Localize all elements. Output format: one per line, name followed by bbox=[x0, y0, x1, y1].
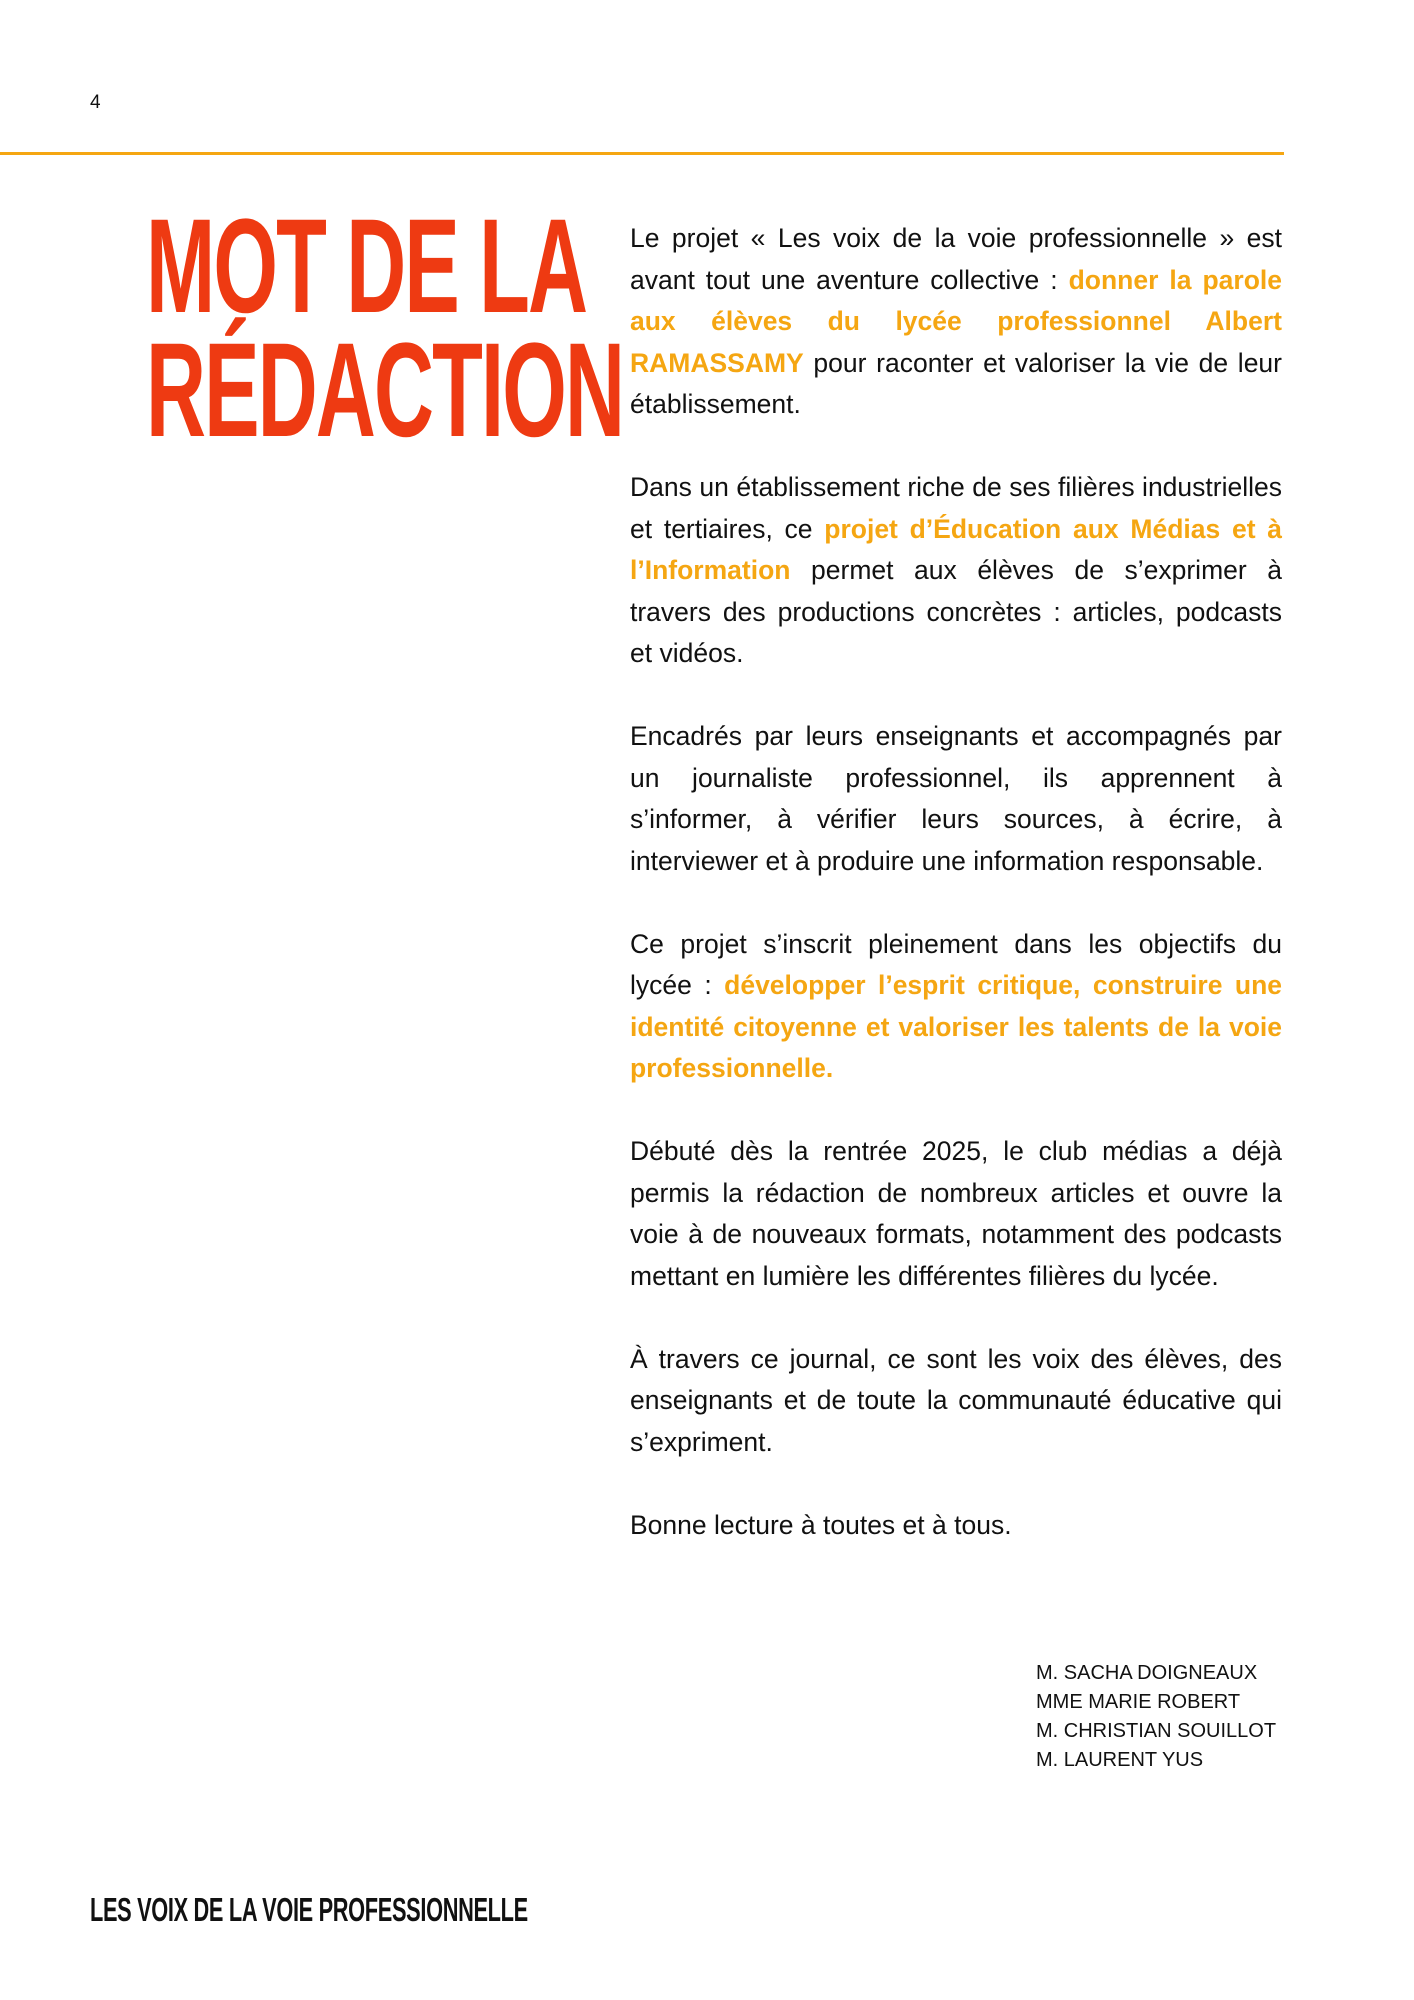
paragraph-2-text-a: Dans un établissement riche de ses filières industrielles et tertiaires, ce bbox=[630, 472, 1282, 544]
paragraph-4-highlight: développer l’esprit critique, construire une identité citoyenne et valoriser les talents de la voie professionnelle. bbox=[630, 970, 1282, 1083]
signature-name: M. CHRISTIAN SOUILLOT bbox=[1036, 1720, 1277, 1742]
page-title-line-2: RÉDACTION bbox=[146, 316, 624, 465]
paragraph-1-text-b: pour raconter et valoriser la vie de leur établissement. bbox=[630, 347, 1282, 419]
signature-block bbox=[1036, 1659, 1276, 1775]
page-number: 4 bbox=[90, 92, 101, 113]
signature-name: M. LAURENT YUS bbox=[1036, 1749, 1204, 1771]
footer-publication-title: LES VOIX DE LA VOIE PROFESSIONNELLE bbox=[90, 1891, 528, 1928]
paragraph-5: Débuté dès la rentrée 2025, le club médias a déjà permis la rédaction de nombreux articles et ouvre la voie à de nouveaux formats, notamment des podcasts mettant en lumière les différentes filières du lycée. bbox=[630, 1136, 1282, 1291]
paragraph-7: Bonne lecture à toutes et à tous. bbox=[630, 1509, 1012, 1540]
page-title-line-1: MOT DE LA bbox=[146, 192, 587, 341]
paragraph-2-highlight: projet d’Éducation aux Médias et à l’Information bbox=[630, 513, 1282, 585]
header-rule bbox=[0, 152, 1284, 155]
editorial-body bbox=[630, 218, 1282, 1588]
paragraph-4-text-a: Ce projet s’inscrit pleinement dans les objectifs du lycée : bbox=[630, 928, 1282, 1000]
paragraph-2-text-b: permet aux élèves de s’exprimer à travers des productions concrètes : articles, podcasts et vidéos. bbox=[630, 555, 1282, 668]
paragraph-6: À travers ce journal, ce sont les voix des élèves, des enseignants et de toute la communauté éducative qui s’expriment. bbox=[630, 1343, 1282, 1457]
signature-name: M. SACHA DOIGNEAUX bbox=[1036, 1662, 1258, 1684]
paragraph-1 bbox=[630, 218, 1282, 426]
page-title bbox=[146, 192, 624, 465]
signature-name: MME MARIE ROBERT bbox=[1036, 1691, 1241, 1713]
paragraph-3: Encadrés par leurs enseignants et accompagnés par un journaliste professionnel, ils apprennent à s’informer, à vérifier leurs sources, à écrire, à interviewer et à produire une information responsable. bbox=[630, 721, 1282, 876]
paragraph-1-highlight: donner la parole aux élèves du lycée professionnel Albert RAMASSAMY bbox=[630, 264, 1282, 378]
paragraph-2 bbox=[630, 467, 1282, 675]
paragraph-1-text-a: Le projet « Les voix de la voie professionnelle » est avant tout une aventure collective : bbox=[630, 223, 1282, 295]
paragraph-4 bbox=[630, 924, 1282, 1090]
